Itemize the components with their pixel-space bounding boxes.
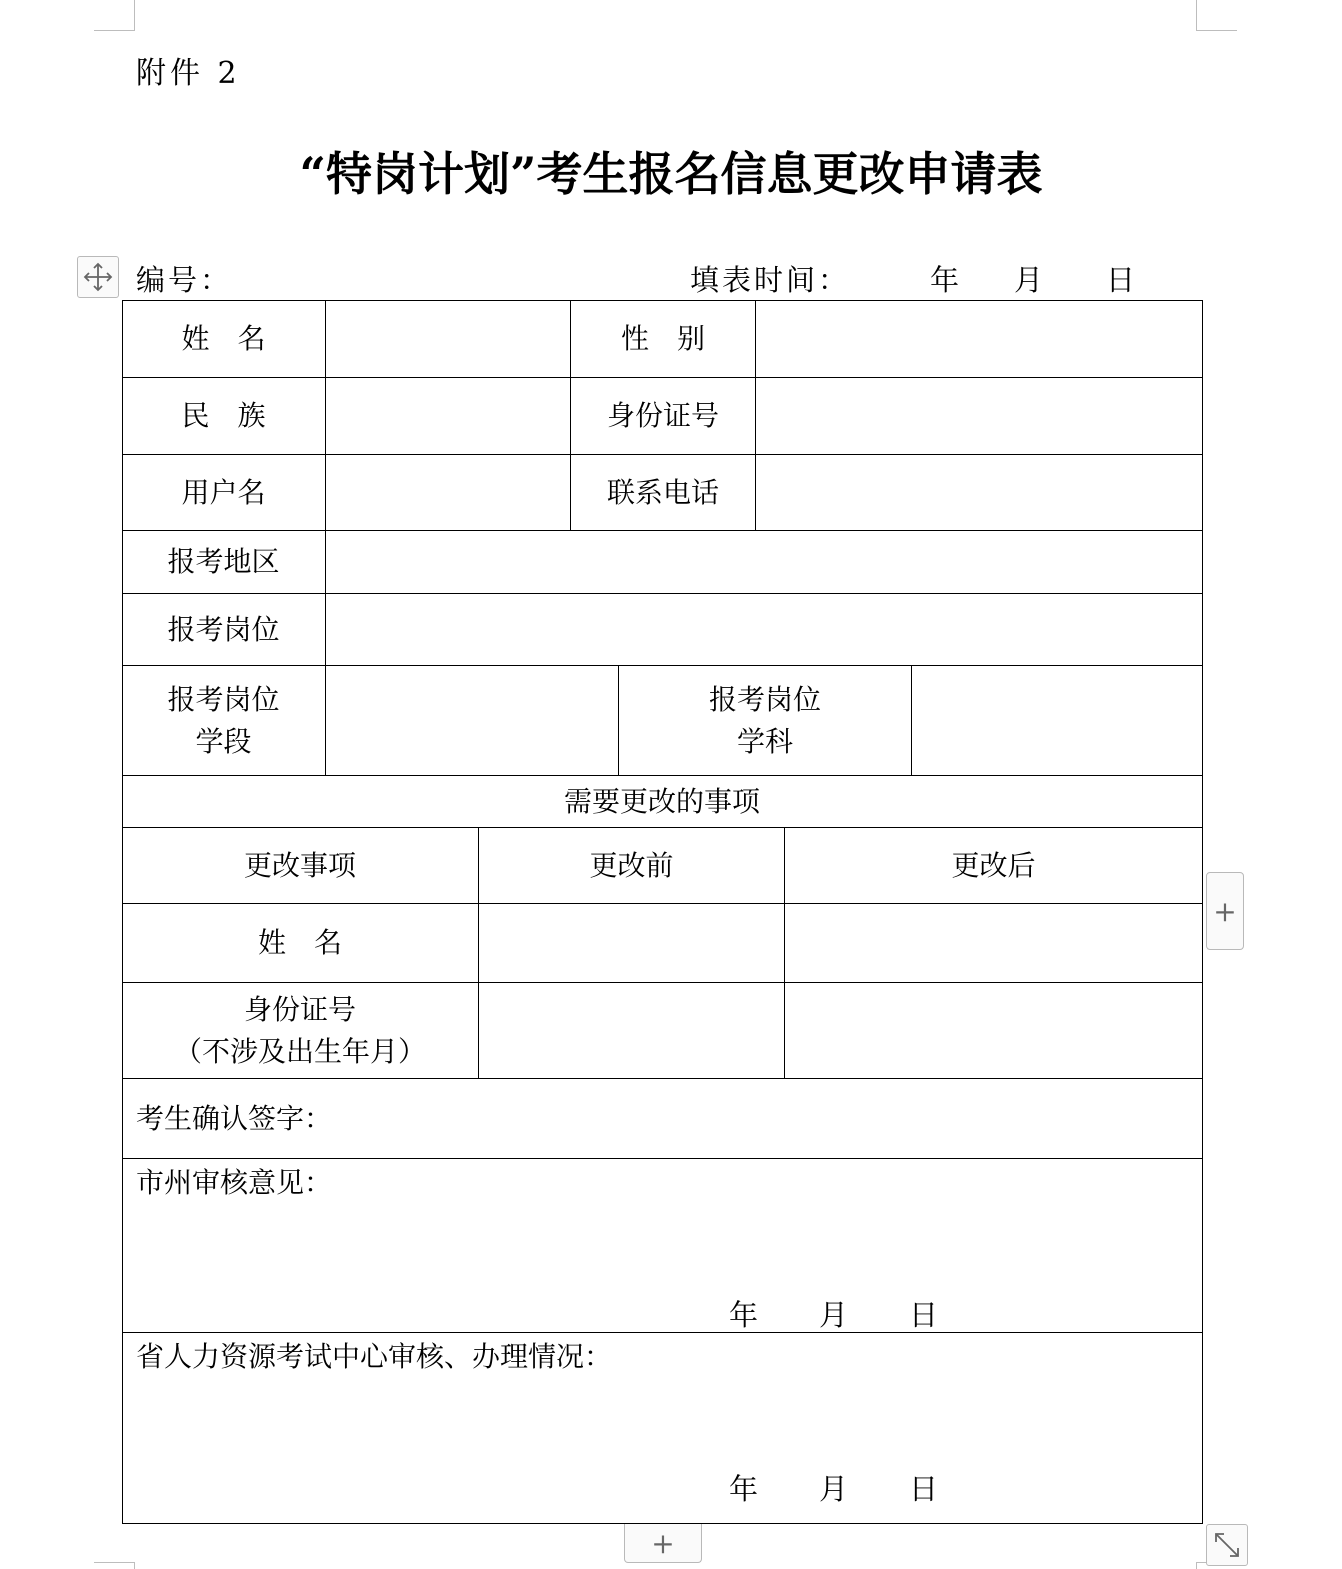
ethnicity-label: 民 族: [181, 399, 266, 432]
province-review-label: 省人力资源考试中心审核、办理情况：: [136, 1340, 613, 1373]
signature-label: 考生确认签字：: [136, 1101, 333, 1135]
subject-field[interactable]: [912, 666, 1202, 775]
table-resize-handle[interactable]: [1206, 1524, 1248, 1566]
city-review-day: 日: [909, 1298, 939, 1332]
gender-field[interactable]: [756, 300, 1202, 377]
application-form-table: [122, 300, 1203, 1524]
id-number-label: 身份证号: [606, 399, 719, 432]
page-corner-mark: [1196, 0, 1237, 31]
fill-day: 日: [1106, 263, 1139, 297]
username-field[interactable]: [326, 455, 570, 530]
change-id-line2: （不涉及出生年月）: [173, 1034, 426, 1068]
ethnicity-field[interactable]: [326, 378, 570, 454]
change-name-label: 姓 名: [257, 926, 342, 959]
stage-label-line2: 学段: [195, 724, 252, 758]
gender-label: 性 别: [620, 321, 705, 355]
position-field[interactable]: [326, 594, 1202, 665]
before-header: 更改前: [589, 848, 674, 882]
city-review-month: 月: [819, 1298, 849, 1332]
table-move-handle[interactable]: [77, 256, 119, 298]
changes-section-header: 需要更改的事项: [563, 784, 760, 818]
change-id-line1: 身份证号: [243, 992, 356, 1026]
name-after-field[interactable]: [785, 904, 1202, 982]
subject-label-line1: 报考岗位: [708, 682, 821, 716]
plus-icon: +: [1213, 894, 1237, 928]
city-review-label: 市州审核意见：: [136, 1166, 333, 1199]
region-field[interactable]: [326, 531, 1202, 593]
move-icon: [82, 261, 114, 293]
name-before-field[interactable]: [479, 904, 784, 982]
page-corner-mark: [94, 0, 135, 31]
username-label: 用户名: [181, 475, 266, 509]
change-item-header: 更改事项: [243, 848, 356, 882]
id-before-field[interactable]: [479, 983, 784, 1078]
id-after-field[interactable]: [785, 983, 1202, 1078]
add-row-button[interactable]: [624, 1524, 702, 1563]
change-id-label: [122, 983, 478, 1078]
fill-time: [690, 258, 1139, 299]
province-review-month: 月: [819, 1472, 849, 1506]
plus-icon: +: [651, 1526, 675, 1560]
add-column-button[interactable]: [1206, 872, 1244, 950]
subject-label-line2: 学科: [736, 724, 793, 758]
stage-label-line1: 报考岗位: [167, 682, 280, 716]
subject-label: [619, 666, 911, 775]
serial-number-label: 编号：: [136, 263, 233, 297]
page-title: “特岗计划”考生报名信息更改申请表: [299, 147, 1043, 201]
region-label: 报考地区: [167, 545, 280, 578]
position-label: 报考岗位: [167, 612, 280, 646]
phone-field[interactable]: [756, 455, 1202, 530]
fill-year: 年: [930, 263, 963, 297]
fill-month: 月: [1014, 263, 1047, 297]
province-review-day: 日: [909, 1472, 939, 1506]
province-review-year: 年: [729, 1472, 759, 1506]
name-field[interactable]: [326, 300, 570, 377]
attachment-label: 附件 2: [136, 56, 241, 91]
fill-time-label: 填表时间：: [690, 263, 851, 297]
resize-icon: [1211, 1529, 1243, 1561]
stage-label: [122, 666, 325, 775]
phone-label: 联系电话: [606, 475, 719, 509]
stage-field[interactable]: [326, 666, 618, 775]
after-header: 更改后: [951, 848, 1036, 882]
city-review-year: 年: [729, 1298, 759, 1332]
name-label: 姓 名: [181, 321, 266, 355]
id-number-field[interactable]: [756, 378, 1202, 454]
